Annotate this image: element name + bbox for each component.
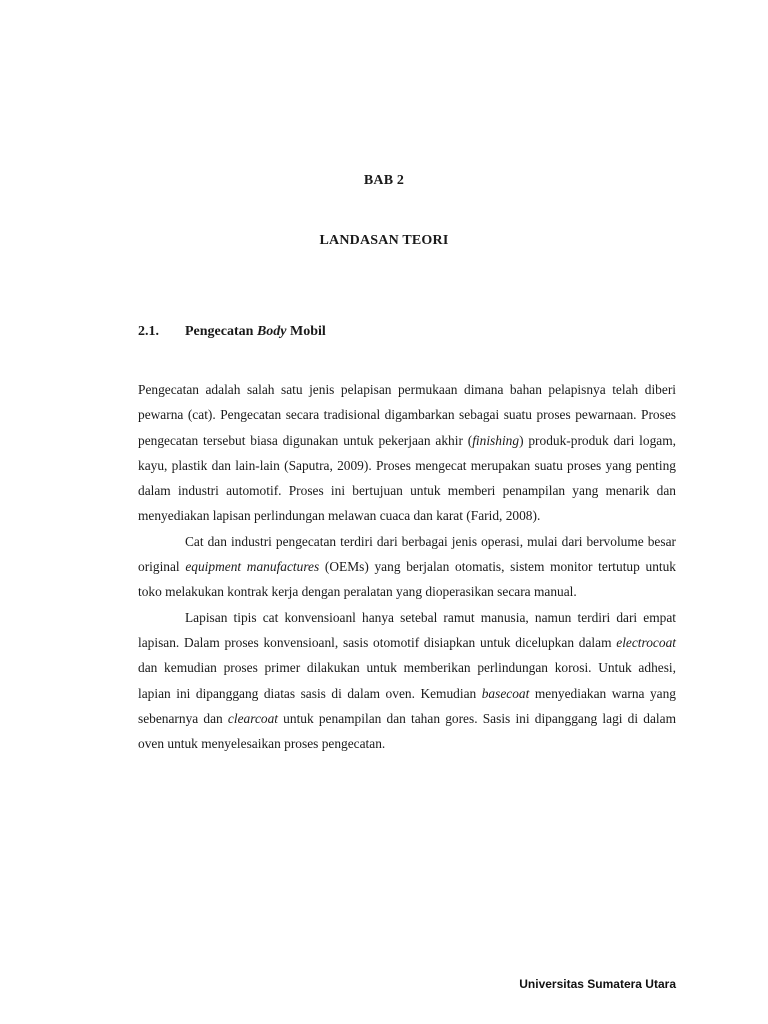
- section-heading: [138, 324, 326, 340]
- paragraph-1: [138, 377, 676, 529]
- paragraph-2: [138, 529, 676, 605]
- paragraph-3-text-a: Lapisan tipis cat konvensioanl hanya setebal ramut manusia, namun terdiri dari empat lapisan. Dalam proses konvensioanl, sasis otomotif disiapkan untuk dicelupkan dalam: [138, 609, 676, 650]
- paragraph-1-text-a: Pengecatan adalah salah satu jenis pelapisan permukaan dimana bahan pelapisnya telah diberi pewarna (cat). Pengecatan secara tradisional digambarkan sebagai suatu proses pewarnaan. Proses pengecatan tersebut biasa digunakan untuk pekerjaan akhir (: [138, 382, 676, 448]
- paragraph-3-text-d: untuk penampilan dan tahan gores. Sasis ini dipanggang lagi di dalam oven untuk menyelesaikan proses pengecatan.: [138, 710, 676, 752]
- paragraph-3-italic-basecoat: basecoat: [481, 685, 530, 701]
- section-title-post: Mobil: [286, 324, 326, 339]
- paragraph-3-text-b: dan kemudian proses primer dilakukan untuk memberikan perlindungan korosi. Untuk adhesi, lapian ini dipanggang diatas sasis di dalam oven. Kemudian: [138, 660, 676, 701]
- section-title-italic: Body: [256, 324, 287, 339]
- section-title-pre: Pengecatan: [185, 324, 257, 339]
- paragraph-3-text-c: menyediakan warna yang sebenarnya dan: [138, 685, 676, 726]
- paragraph-3: [138, 605, 676, 757]
- chapter-number: BAB 2: [363, 173, 405, 188]
- paragraph-2-text-a: Cat dan industri pengecatan terdiri dari berbagai jenis operasi, mulai dari bervolume besar original: [138, 533, 676, 575]
- paragraph-3-italic-electrocoat: electrocoat: [616, 634, 676, 650]
- section-number: 2.1.: [138, 324, 159, 339]
- footer-university: Universitas Sumatera Utara: [519, 977, 676, 991]
- paragraph-1-italic-finishing: finishing: [472, 432, 520, 448]
- paragraph-2-text-b: (OEMs) yang berjalan otomatis, sistem monitor tertutup untuk toko melakukan kontrak kerja dengan peralatan yang dioperasikan secara manual.: [138, 559, 677, 600]
- paragraph-1-text-b: ) produk-produk dari logam, kayu, plastik dan lain-lain (Saputra, 2009). Proses mengecat merupakan suatu proses yang penting dalam industri automotif. Proses ini bertujuan untuk memberi penampilan yang menarik dan menyediakan lapisan perlindungan melawan cuaca dan karat (Farid, 2008).: [138, 432, 676, 524]
- paragraph-2-italic-equipment: equipment manufactures: [185, 559, 320, 575]
- paragraph-3-italic-clearcoat: clearcoat: [227, 710, 278, 726]
- chapter-title: LANDASAN TEORI: [319, 233, 449, 248]
- body-text: [138, 377, 676, 756]
